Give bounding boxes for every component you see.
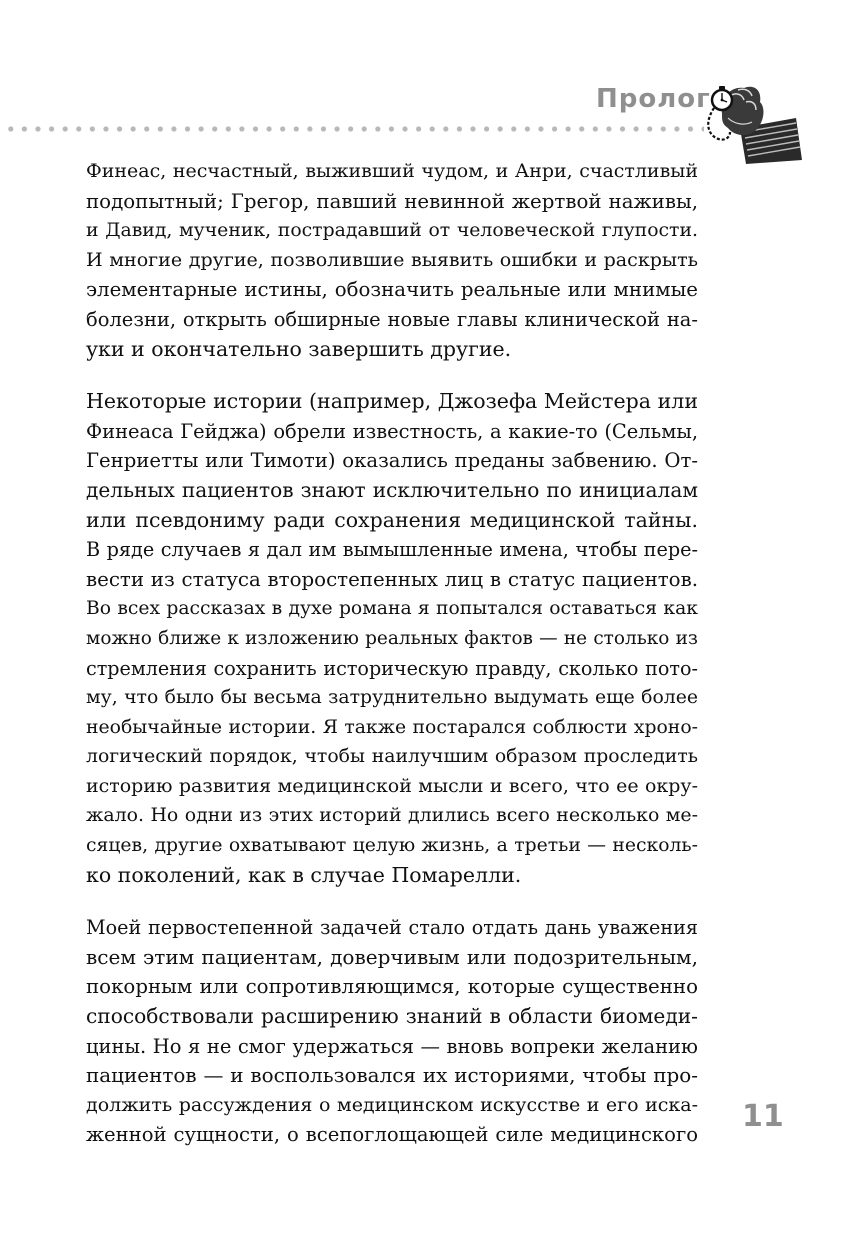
text-line: Финеаса Гейджа) обрели известность, а какие-то (Сельмы, — [86, 419, 698, 443]
text-line: болезни, открыть обширные новые главы клинической на- — [86, 307, 698, 331]
text-line: Во всех рассказах в духе романа я попытался оставаться как — [86, 598, 698, 620]
text-line: и Давид, мученик, пострадавший от человеческой глупости. — [86, 220, 698, 242]
text-line: цины. Но я не смог удержаться — вновь вопреки желанию — [86, 1034, 698, 1058]
text-line: историю развития медицинской мысли и всего, что ее окру- — [86, 774, 698, 797]
hand-holding-pocket-watch-icon — [700, 68, 804, 164]
text-line: необычайные истории. Я также постарался соблюсти хроно- — [86, 716, 698, 738]
page-header — [0, 0, 844, 160]
paragraph — [86, 157, 698, 364]
dotted-rule — [4, 125, 704, 133]
text-line: всем этим пациентам, доверчивым или подозрительным, — [86, 944, 698, 969]
text-line: И многие другие, позволившие выявить ошибки и раскрыть — [86, 248, 698, 271]
text-line: подопытный; Грегор, павший невинной жертвой наживы, — [86, 189, 698, 213]
text-line: дельных пациентов знают исключительно по инициалам — [86, 477, 698, 502]
text-line: элементарные истины, обозначить реальные или мнимые — [86, 278, 698, 302]
text-line: или псевдониму ради сохранения медицинской тайны. — [86, 507, 698, 532]
paragraph — [86, 387, 698, 890]
text-line: Некоторые истории (например, Джозефа Мейстера или — [86, 389, 698, 414]
body-text — [86, 157, 698, 1173]
text-line: стремления сохранить историческую правду, сколько пото- — [86, 656, 698, 680]
text-line: логический порядок, чтобы наилучшим образом проследить — [86, 746, 698, 768]
text-line: Генриетты или Тимоти) оказались преданы забвению. От- — [86, 449, 698, 473]
text-line: вести из статуса второстепенных лиц в статус пациентов. — [86, 567, 698, 591]
text-line: женной сущности, о всепоглощающей силе медицинского — [86, 1123, 698, 1147]
section-title: Пролог — [596, 84, 711, 114]
text-line: сяцев, другие охватывают целую жизнь, а третьи — несколь- — [86, 835, 698, 857]
text-line: В ряде случаев я дал им вымышленные имена, чтобы пере- — [86, 538, 698, 562]
text-line: способствовали расширению знаний в области биомеди- — [86, 1004, 698, 1029]
text-line: пациентов — и воспользовался их историями, чтобы про- — [86, 1063, 698, 1088]
text-line: жало. Но одни из этих историй длились всего несколько ме- — [86, 804, 698, 827]
text-line: покорным или сопротивляющимся, которые существенно — [86, 975, 698, 999]
paragraph — [86, 913, 698, 1150]
page-number: 11 — [742, 1099, 784, 1134]
text-line: Моей первостепенной задачей стало отдать дань уважения — [86, 916, 698, 940]
text-line: можно ближе к изложению реальных фактов — не столько из — [86, 627, 698, 649]
text-line: уки и окончательно завершить другие. — [86, 336, 512, 361]
text-line: ко поколений, как в случае Помарелли. — [86, 862, 522, 887]
text-line: Финеас, несчастный, выживший чудом, и Анри, счастливый — [86, 160, 698, 182]
text-line: должить рассуждения о медицинском искусстве и его иска- — [86, 1093, 698, 1116]
text-line: му, что было бы весьма затруднительно выдумать еще более — [86, 687, 698, 709]
